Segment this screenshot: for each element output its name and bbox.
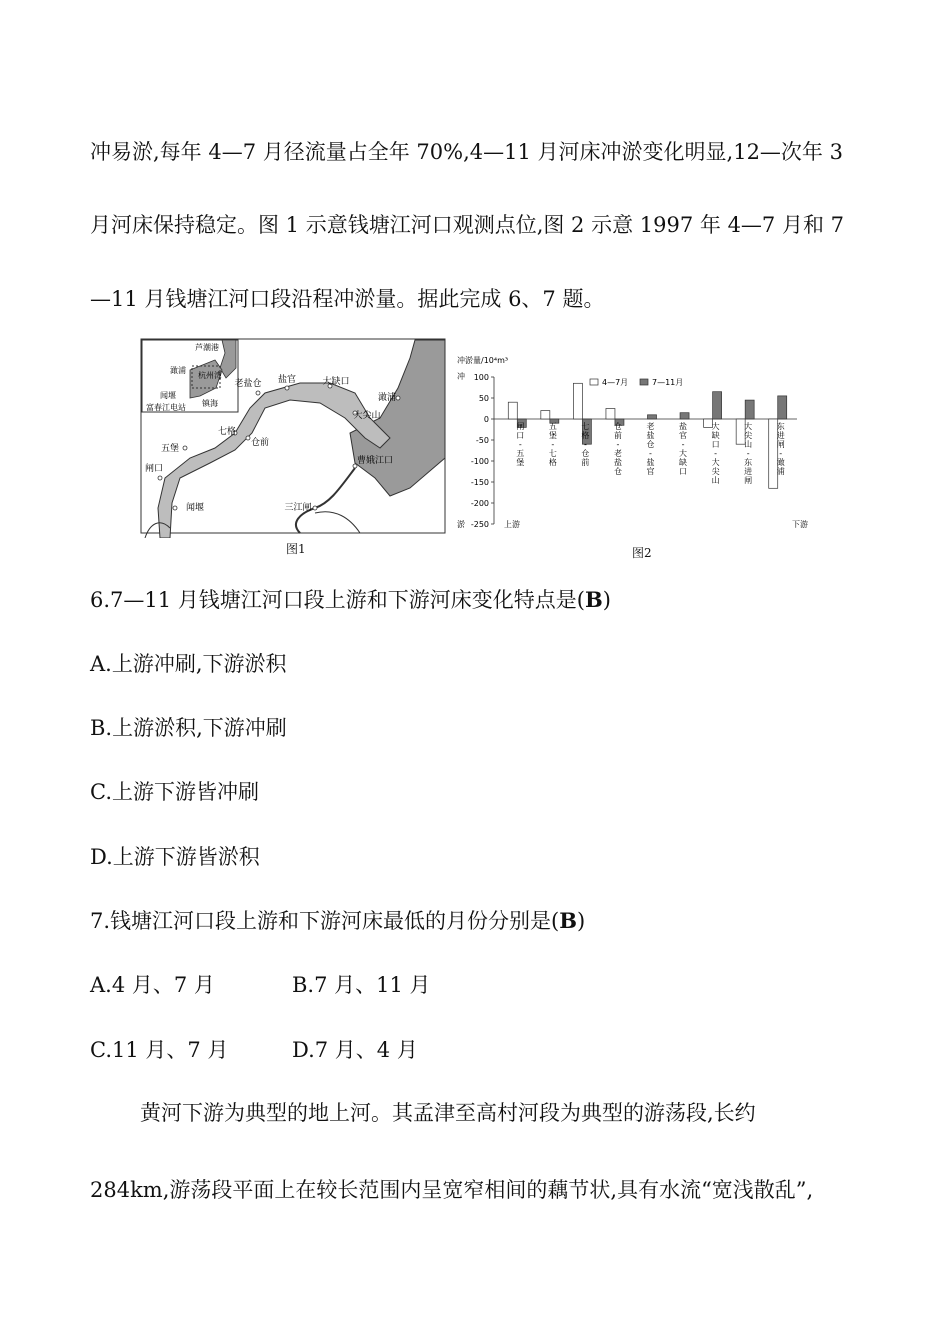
chart-category-label: 盐 (679, 422, 688, 431)
chart-category-label: 进 (744, 467, 753, 476)
chart-y-tick-label: -200 (470, 499, 489, 508)
chart-bar (541, 411, 550, 419)
inset-label-fuchunjiang: 富春江电站 (146, 403, 186, 412)
inset-label-luchaogang: 芦潮港 (195, 343, 219, 352)
chart-bar (745, 400, 754, 419)
inset-label-wenyan: 闻堰 (160, 391, 176, 400)
chart-category-label: 大 (711, 422, 720, 431)
inset-label-ganpu: 澉浦 (170, 366, 186, 375)
chart-category-label: 缺 (711, 431, 720, 440)
chart-category-label: - (583, 440, 587, 449)
q7-stem (90, 907, 585, 935)
chart-y-tick-label: 50 (478, 394, 489, 403)
chart-category-label: 口 (516, 431, 525, 440)
place-ganpu: 澉浦 (377, 393, 397, 403)
chart-category-label: 进 (776, 431, 785, 440)
chart-category-label: 老 (613, 449, 622, 458)
q6-close: ) (602, 588, 611, 612)
chart-bar (648, 415, 657, 419)
chart-category-label: 格 (581, 431, 590, 440)
paragraph1-line3: —11 月钱塘江河口段沿程冲淤量。据此完成 6、7 题。 (90, 287, 605, 311)
q7-option-c: C.11 月、7 月 (90, 1038, 229, 1062)
chart-y-tick-label: 0 (483, 415, 489, 424)
figure1-map (140, 338, 450, 538)
chart-category-label: 五 (548, 422, 557, 431)
place-caoejiangkou: 曹娥江口 (356, 456, 394, 466)
chart-category-label: 格 (548, 458, 557, 467)
inset-label-hangzhouwan: 杭州湾 (198, 371, 222, 380)
place-daquekou: 大缺口 (322, 377, 350, 387)
chart-y-tick-label: -50 (475, 436, 489, 445)
chart-category-label: 尖 (744, 431, 753, 440)
place-laoyancang: 老盐仓 (234, 379, 262, 389)
place-sanjiangzha: 三江闸 (284, 503, 312, 513)
chart-category-label: 仓 (581, 449, 590, 458)
chart-label-upstream: 上游 (504, 520, 520, 529)
chart-category-label: - (616, 440, 620, 449)
q7-option-a: A.4 月、7 月 (90, 973, 215, 997)
q6-option-d: D.上游下游皆淤积 (90, 845, 260, 869)
place-wenyan: 闻堰 (185, 503, 205, 513)
figure2-caption: 图2 (632, 546, 652, 560)
q6-answer: B (585, 587, 603, 612)
chart-y-tick-label: -150 (470, 478, 489, 487)
chart-category-label: 盐 (646, 431, 655, 440)
chart-category-label: - (746, 449, 750, 458)
chart-category-label: 山 (711, 476, 720, 485)
chart-category-label: 口 (679, 467, 688, 476)
chart-category-label: 仓 (646, 440, 655, 449)
place-yanguan: 盐官 (277, 375, 297, 385)
chart-category-label: - (714, 449, 718, 458)
q7-option-d: D.7 月、4 月 (292, 1038, 418, 1062)
chart-category-label: 闸 (744, 476, 753, 485)
legend-swatch-jul-nov (640, 379, 648, 385)
place-zhakou: 闸口 (144, 464, 164, 474)
place-qige: 七格 (217, 427, 237, 437)
chart-category-label: 大 (711, 458, 720, 467)
chart-category-label: 盐 (646, 458, 655, 467)
chart-bar (680, 413, 689, 419)
chart-label-yu: 淤 (457, 520, 465, 529)
legend-swatch-apr-jul (590, 379, 598, 385)
chart-category-label: - (518, 440, 522, 449)
legend-apr-jul: 4—7月 (602, 378, 629, 387)
chart-category-label: 五 (516, 449, 525, 458)
q7-stem-text: 7.钱塘江河口段上游和下游河床最低的月份分别是( (90, 909, 560, 933)
chart-category-label: - (649, 449, 652, 458)
chart-category-label: 大 (744, 422, 753, 431)
chart-bar (713, 392, 722, 419)
chart-bar (778, 396, 787, 419)
chart-category-label: 闸 (516, 422, 525, 431)
figure1-caption: 图1 (286, 542, 306, 556)
figure2-chart (452, 352, 822, 542)
paragraph2-line1: 黄河下游为典型的地上河。其孟津至高村河段为典型的游荡段,长约 (140, 1101, 756, 1125)
chart-y-tick-label: -250 (470, 520, 489, 529)
inset-label-zhenhai: 镇海 (202, 399, 218, 408)
chart-label-chong: 冲 (457, 372, 465, 381)
chart-category-label: 堡 (548, 431, 557, 440)
paragraph1-line2: 月河床保持稳定。图 1 示意钱塘江河口观测点位,图 2 示意 1997 年 4—7 月和 7 (90, 213, 844, 237)
chart-category-label: 闸 (776, 440, 785, 449)
chart-category-label: 东 (776, 422, 785, 431)
chart-bar (606, 409, 615, 420)
chart-category-label: 尖 (711, 467, 720, 476)
chart-category-label: - (681, 440, 685, 449)
chart-bar (508, 402, 517, 419)
chart-label-downstream: 下游 (792, 520, 808, 529)
chart-category-label: 澉 (776, 458, 785, 467)
chart-category-label: 七 (581, 422, 590, 431)
q6-option-a: A.上游冲刷,下游淤积 (90, 652, 287, 676)
chart-category-label: 前 (581, 458, 590, 467)
chart-y-tick-label: -100 (470, 457, 489, 466)
chart-category-label: 山 (744, 440, 753, 449)
chart-category-label: 老 (646, 422, 655, 431)
place-cangqian: 仓前 (250, 438, 270, 448)
chart-category-label: 七 (548, 449, 557, 458)
legend-jul-nov: 7—11月 (652, 378, 684, 387)
paragraph2-line2: 284km,游荡段平面上在较长范围内呈宽窄相间的藕节状,具有水流“宽浅散乱”, (90, 1178, 814, 1202)
place-wubao: 五堡 (160, 444, 180, 454)
chart-category-label: 盐 (613, 458, 622, 467)
paragraph1-line1: 冲易淤,每年 4—7 月径流量占全年 70%,4—11 月河床冲淤变化明显,12—次年 3 (90, 140, 843, 164)
place-dajianshan: 大尖山 (353, 411, 381, 421)
q6-option-b: B.上游淤积,下游冲刷 (90, 716, 287, 740)
chart-category-label: 仓 (613, 467, 622, 476)
chart-category-label: 东 (744, 458, 753, 467)
chart-y-tick-label: 100 (473, 373, 489, 382)
chart-ylabel: 冲淤量/10⁴m³ (457, 356, 509, 365)
chart-category-label: - (551, 440, 555, 449)
chart-category-label: 官 (646, 467, 655, 476)
q7-answer: B (559, 908, 577, 933)
chart-bar (573, 383, 582, 419)
q6-option-c: C.上游下游皆冲刷 (90, 780, 259, 804)
chart-category-label: 大 (679, 449, 688, 458)
q7-option-b: B.7 月、11 月 (292, 973, 431, 997)
q6-stem (90, 586, 611, 614)
q7-close: ) (576, 909, 586, 933)
chart-category-label: 仓 (613, 422, 622, 431)
chart-category-label: - (779, 449, 783, 458)
chart-category-label: 官 (679, 431, 688, 440)
chart-category-label: 缺 (679, 458, 688, 467)
chart-category-label: 堡 (516, 458, 525, 467)
chart-category-label: 口 (711, 440, 720, 449)
chart-category-label: 浦 (776, 467, 785, 476)
chart-category-label: 前 (613, 431, 622, 440)
q6-stem-text: 6.7—11 月钱塘江河口段上游和下游河床变化特点是( (90, 588, 585, 612)
